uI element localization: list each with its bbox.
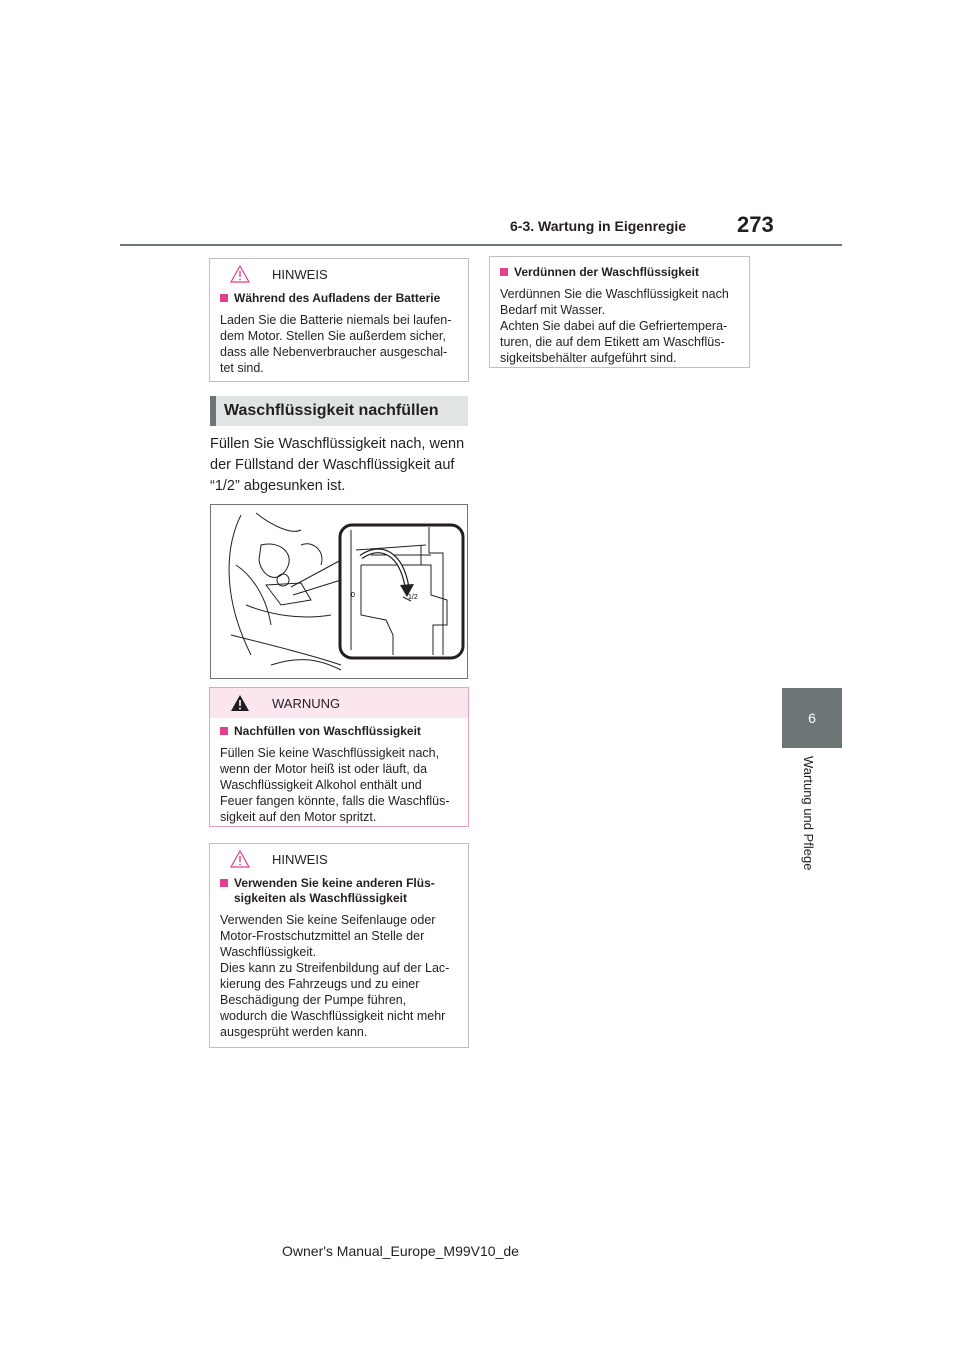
warning-title — [210, 688, 468, 718]
square-bullet-icon — [220, 294, 228, 302]
dilution-body: Verdünnen Sie die Waschflüssigkeit nach Bedarf mit Wasser. Achten Sie dabei auf die Gefriertempera- turen, die auf dem Etikett am Waschflüs- sigkeitsbehälter aufgeführt sind. — [500, 287, 729, 365]
notice-title — [230, 259, 458, 289]
section-intro: Füllen Sie Waschflüssigkeit nach, wenn der Füllstand der Waschflüssigkeit auf “1/2” abgesunken ist. — [210, 436, 465, 494]
notice-title — [230, 844, 458, 874]
warning-body: Füllen Sie keine Waschflüssigkeit nach, wenn der Motor heiß ist oder läuft, da Waschflüssigkeit Alkohol enthält und Feuer fangen könnte, falls die Waschflüs- sigkeit auf den Motor spritzt. — [220, 746, 450, 824]
square-bullet-icon — [500, 268, 508, 276]
square-bullet-icon — [220, 727, 228, 735]
gauge-zero-label: 0 — [351, 592, 355, 599]
engine-bay-drawing — [211, 505, 467, 678]
warning-item-heading: Nachfüllen von Waschflüssigkeit — [220, 724, 458, 739]
square-bullet-icon — [220, 879, 228, 887]
notice-box-battery — [209, 258, 469, 382]
washer-reservoir-illustration — [210, 504, 468, 679]
warning-title-text: WARNUNG — [272, 695, 341, 711]
notice-body: Laden Sie die Batterie niemals bei laufen- dem Motor. Stellen Sie außerdem sicher, dass alle Nebenverbraucher ausgeschal- tet sind. — [220, 313, 452, 375]
notice-body: Verwenden Sie keine Seifenlauge oder Motor-Frostschutzmittel an Stelle der Waschflüssigkeit. Dies kann zu Streifenbildung auf der Lac- kierung des Fahrzeugs und zu einer Beschädigung der Pumpe führen, wodurch die Waschflüssigkeit nicht mehr ausgesprüht werden kann. — [220, 913, 450, 1039]
chapter-label: Wartung und Pflege — [801, 756, 816, 871]
warning-triangle-icon — [230, 694, 250, 712]
footer-manual-id: Owner's Manual_Europe_M99V10_de — [282, 1243, 519, 1259]
notice-title-text: HINWEIS — [272, 851, 328, 867]
warning-box — [209, 687, 469, 827]
caution-triangle-icon — [230, 850, 250, 868]
page-number: 273 — [737, 212, 774, 237]
caution-triangle-icon — [230, 265, 250, 283]
section-heading: Waschflüssigkeit nachfüllen — [210, 396, 468, 426]
notice-item-heading: Verwenden Sie keine anderen Flüs- sigkeiten als Waschflüssigkeit — [220, 876, 458, 906]
dilution-info-box — [489, 256, 750, 368]
chapter-tab: 6 — [782, 688, 842, 748]
gauge-half-label: 1/2 — [408, 594, 418, 601]
notice-item-heading: Während des Aufladens der Batterie — [220, 291, 458, 306]
header-divider — [120, 244, 842, 246]
dilution-heading: Verdünnen der Waschflüssigkeit — [500, 265, 739, 280]
notice-title-text: HINWEIS — [272, 266, 328, 282]
notice-box-other-liquids — [209, 843, 469, 1048]
header-section-title: 6-3. Wartung in Eigenregie — [510, 218, 687, 234]
